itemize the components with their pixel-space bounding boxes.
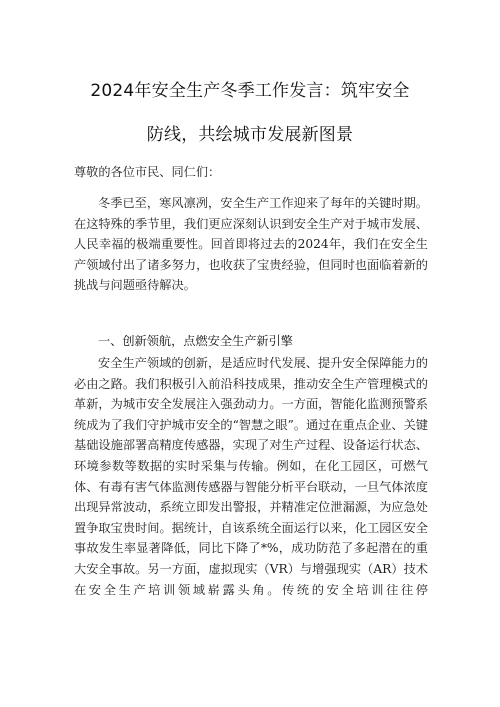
document-title-line-2: 防线，共绘城市发展新图景 xyxy=(146,125,354,145)
paragraph-innovation: 安全生产领域的创新，是适应时代发展、提升安全保障能力的必由之路。我们积极引入前沿科技成果，推动安全生产管理模式的革新，为城市安全发展注入强劲动力。一方面，智能化监测预警系统成为了我们守护城市安全的“智慧之眼”。通过在重点企业、关键基础设施部署高精度传感器，实现了对生产过程、设备运行状态、环境参数等数据的实时采集与传输。例如，在化工园区，可燃气体、有毒有害气体监测传感器与智能分析平台联动，一旦气体浓度出现异常波动，系统立即发出警报，并精准定位泄漏源，为应急处置争取宝贵时间。据统计，自该系统全面运行以来，化工园区安全事故发生率显著降低，同比下降了*%，成功防范了多起潜在的重大安全事故。另一方面，虚拟现实（VR）与增强现实（AR）技术在安全生产培训领域崭露头角。传统的安全培训往往停 xyxy=(74,356,428,597)
paragraph-intro: 冬季已至，寒风凛冽，安全生产工作迎来了每年的关键时期。在这特殊的季节里，我们更应深刻认识到安全生产对于城市发展、人民幸福的极端重要性。回首即将过去的2024年，我们在安全生产领域付出了诸多努力，也收获了宝贵经验，但同时也面临着新的挑战与问题亟待解决。 xyxy=(74,196,428,293)
salutation: 尊敬的各位市民、同仁们： xyxy=(74,165,221,179)
section-heading: 一、创新领航，点燃安全生产新引擎 xyxy=(98,334,293,348)
document-title-line-1: 2024年安全生产冬季工作发言：筑牢安全 xyxy=(90,81,410,101)
